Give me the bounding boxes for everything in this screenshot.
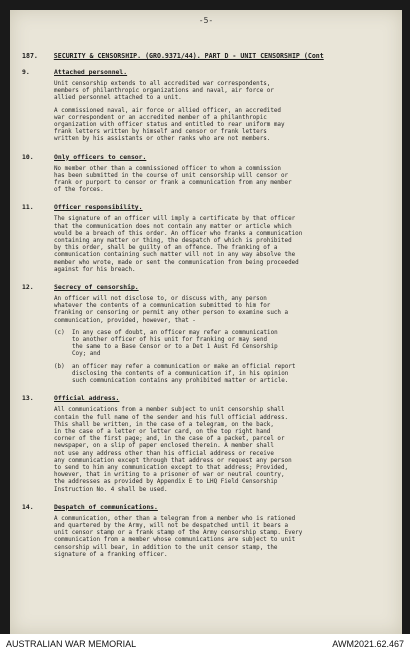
sub-clause-text: In any case of doubt, an officer may refer a communication to another officer of his unit for franking or may send the same to a Base Censor or to a Det 1 Aust Fd Censorship Coy; and — [72, 329, 278, 358]
section — [22, 203, 396, 274]
accession-number: AWM2021.62.467 — [332, 638, 404, 649]
section-heading — [22, 503, 396, 511]
section-number: 9. — [22, 68, 30, 76]
section-title: Attached personnel. — [54, 68, 128, 76]
sub-clause-label: (c) — [54, 329, 65, 336]
archive-footer — [0, 634, 410, 653]
section-heading — [22, 153, 396, 161]
section-heading — [22, 283, 396, 291]
section — [22, 503, 396, 559]
section-title: Officer responsibility. — [54, 203, 143, 212]
page-number: -5- — [198, 16, 214, 25]
section-title: Only officers to censor. — [54, 152, 147, 161]
paragraph: All communications from a member subject to unit censorship shall contain the full name of the sender and his full official address. This shall be written, in the case of a telegram, on the back, in the case of a letter or letter card, on the top right hand corner of the first page; and, in the case of a packet, parcel or newspaper, on a slip of paper enclosed therein. A member shall not use any address other than his official address or receive any communication except through that address or request any person to send to him any communication except to that address; Provided, however, that in writing to a prisoner of war or neutral country, the addresses as provided by Appendix E to LHQ Field Censorship Instruction No. 4 shall be used. — [54, 407, 292, 493]
section-heading — [22, 203, 396, 211]
section-number: 12. — [22, 283, 34, 292]
header-number: 187. — [22, 52, 38, 60]
section-number: 10. — [22, 152, 34, 161]
section-title: Secrecy of censorship. — [54, 283, 139, 292]
paragraph: The signature of an officer will imply a certificate by that officer that the communication does not contain any matter or article which would be a breach of this order. An officer who franks a communication containing any matter or thing, the despatch of which is prohibited by this order, shall be guilty of an offence. The franking of a communication containing such matter will not in any way absolve the member who wrote, made or sent the communication from being proceeded against for his breach. — [54, 216, 303, 273]
section — [22, 283, 396, 385]
sub-clause — [54, 330, 396, 359]
sub-clause — [54, 364, 396, 386]
section — [22, 153, 396, 195]
section-heading — [22, 394, 396, 402]
section-heading — [22, 68, 396, 76]
section-number: 14. — [22, 502, 34, 511]
paragraph: No member other than a commissioned officer to whom a commission has been submitted in the course of unit censorship will censor or frank or purport to censor or frank a communication from any member of the forces. — [54, 165, 292, 194]
section-number: 11. — [22, 203, 34, 212]
section-number: 13. — [22, 394, 34, 403]
section-title: Official address. — [54, 394, 120, 403]
paragraph: A commissioned naval, air force or allied officer, an accredited war correspondent or an accredited member of a philanthropic organization with officer status and entitled to rear uniform may frank letters written by himself and censor or frank letters written by his assistants or other ranks who are not members. — [54, 107, 285, 143]
document-header — [22, 52, 398, 60]
document-page — [10, 10, 402, 634]
section-title: Despatch of communications. — [54, 502, 158, 511]
section — [22, 394, 396, 493]
sub-clause-text: an officer may refer a communication or make an official report disclosing the contents of a communication if, in his opinion such communication contains any prohibited matter or article. — [72, 363, 296, 385]
paragraph: Unit censorship extends to all accredited war correspondents, members of philanthropic organizations and naval, air force or allied personnel attached to a unit. — [54, 81, 274, 102]
sub-clause-label: (b) — [54, 363, 65, 370]
paragraph: A communication, other than a telegram from a member who is rationed and quartered by the Army, will not be despatched until it bears a unit censor stamp or a frank stamp of the Army censorship stamp. Every communication from a member whose communications are subject to unit censorship will bear, in addition to the unit censor stamp, the signature of a franking officer. — [54, 515, 303, 558]
header-title: SECURITY & CENSORSHIP. (GRO.9371/44). PART D - UNIT CENSORSHIP (Cont — [53, 52, 324, 60]
section — [22, 68, 396, 144]
paragraph: An officer will not disclose to, or discuss with, any person whatever the contents of a communication submitted to him for franking or censoring or permit any other person to examine such a communication, provided, however, that - — [54, 296, 289, 324]
document-body — [22, 68, 396, 568]
institution-name: AUSTRALIAN WAR MEMORIAL — [6, 638, 137, 649]
